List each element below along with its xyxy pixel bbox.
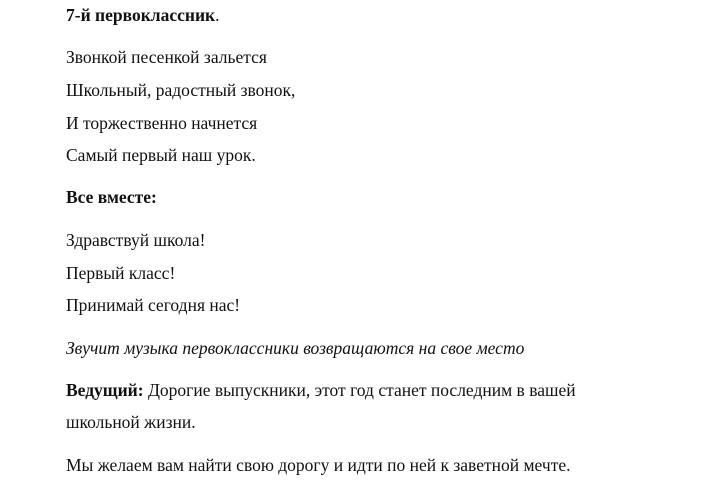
verse1-line-4: Самый первый наш урок. bbox=[66, 145, 256, 165]
document-page bbox=[66, 0, 720, 487]
speaker-heading-first-grader bbox=[66, 4, 220, 26]
all-together-line-2: Первый класс! bbox=[66, 263, 176, 283]
host-line-1-text: Дорогие выпускники, этот год станет последним в вашей bbox=[143, 380, 576, 400]
all-together-line-1: Здравствуй школа! bbox=[66, 230, 206, 250]
speaker-heading-period: . bbox=[215, 5, 220, 25]
stage-direction: Звучит музыка первоклассники возвращаются на свое место bbox=[66, 338, 525, 358]
verse1-line-3: И торжественно начнется bbox=[66, 113, 258, 133]
verse1-line-2: Школьный, радостный звонок, bbox=[66, 80, 296, 100]
speaker-heading-text: 7-й первоклассник bbox=[66, 5, 216, 25]
host-speaker-name: Ведущий: bbox=[66, 380, 144, 400]
host-line-1 bbox=[66, 379, 576, 401]
host-line-3: Мы желаем вам найти свою дорогу и идти по ней к заветной мечте. bbox=[66, 455, 571, 475]
host-line-2: школьной жизни. bbox=[66, 412, 196, 432]
verse1-line-1: Звонкой песенкой зальется bbox=[66, 47, 267, 67]
all-together-line-3: Принимай сегодня нас! bbox=[66, 295, 241, 315]
all-together-heading: Все вместе: bbox=[66, 187, 157, 207]
